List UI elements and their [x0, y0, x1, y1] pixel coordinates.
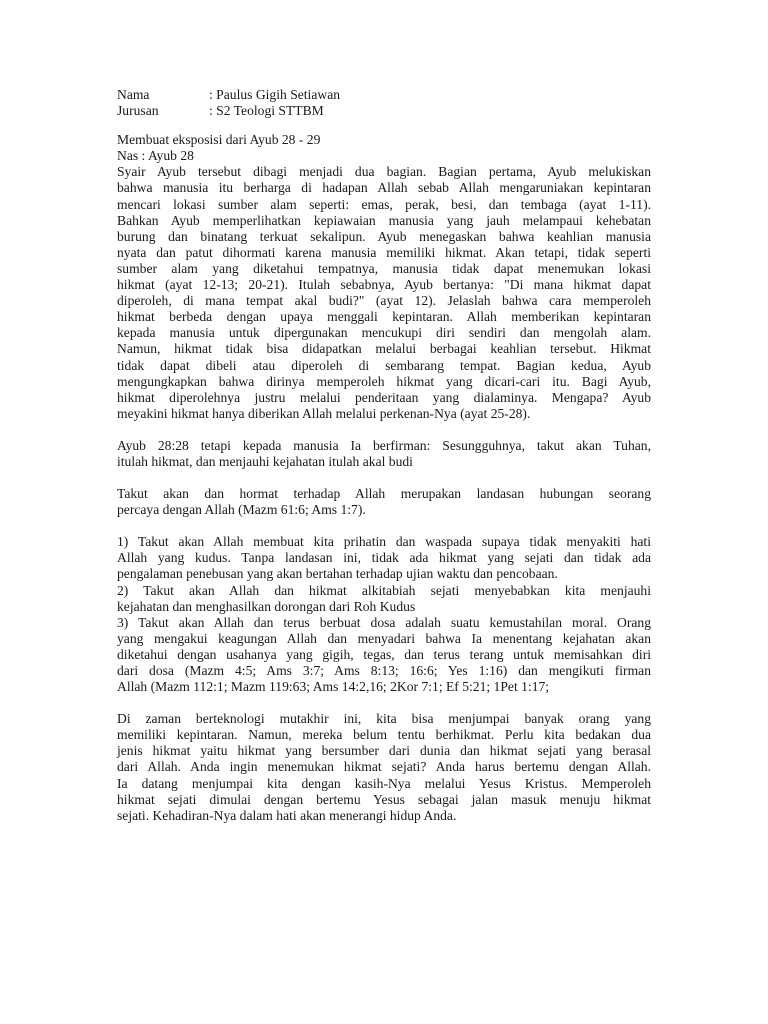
paragraph-line: diketahui dengan usahanya yang gigih, tegas, dan terus terang untuk memisahkan diri [117, 646, 651, 662]
paragraph-4 [117, 534, 651, 695]
paragraph-line: hikmat sejati dimulai dengan bertemu Yesus sebagai jalan masuk menuju hikmat [117, 791, 651, 807]
paragraph-line: dari dosa (Mazm 4:5; Ams 3:7; Ams 8:13; 16:6; Yes 1:16) dan mengikuti firman [117, 663, 651, 678]
document-page [117, 87, 651, 824]
paragraph-line: nyata dan patut dihormati karena manusia memiliki hikmat. Akan tetapi, tidak seperti [117, 244, 651, 260]
paragraph-line: hikmat diperolehnya justru melalui penderitaan yang dialaminya. Mengapa? Ayub [117, 389, 651, 405]
paragraph-line: kejahatan dan menghasilkan dorongan dari Roh Kudus [117, 598, 416, 614]
paragraph-line: Ia datang menjumpai kita dengan kasih-Nya melalui Yesus Kristus. Memperoleh [117, 775, 651, 791]
name-row [117, 87, 651, 103]
paragraph-line: jenis hikmat yaitu hikmat yang bersumber dari dunia dan hikmat sejati yang berasal [117, 743, 651, 759]
name-label: Nama [117, 87, 150, 102]
nas-reference: Nas : Ayub 28 [117, 148, 194, 164]
paragraph-line: Syair Ayub tersebut dibagi menjadi dua bagian. Bagian pertama, Ayub melukiskan [117, 164, 651, 180]
paragraph-line: itulah hikmat, dan menjauhi kejahatan itulah akal budi [117, 453, 413, 469]
paragraph-3 [117, 486, 651, 518]
paragraph-line: yang mengakui keagungan Allah dan menyadari bahwa Ia menentang kejahatan akan [117, 630, 651, 646]
major-value: : S2 Teologi STTBM [209, 103, 324, 119]
paragraph-line: dari Allah. Anda ingin menemukan hikmat sejati? Anda harus bertemu dengan Allah. [117, 759, 651, 775]
paragraph-line: sejati. Kehadiran-Nya dalam hati akan menerangi hidup Anda. [117, 807, 457, 823]
paragraph-line: Takut akan dan hormat terhadap Allah merupakan landasan hubungan seorang [117, 486, 651, 502]
paragraph-line: bahwa manusia itu berharga di hadapan Allah sebab Allah mengaruniakan kepintaran [117, 180, 651, 196]
paragraph-line: Allah (Mazm 112:1; Mazm 119:63; Ams 14:2,16; 2Kor 7:1; Ef 5:21; 1Pet 1:17; [117, 679, 550, 695]
paragraph-line: Namun, hikmat tidak bisa didapatkan melalui berbagai keahlian tersebut. Hikmat [117, 341, 651, 357]
paragraph-line: meyakini hikmat hanya diberikan Allah melalui perkenan-Nya (ayat 25-28). [117, 405, 531, 421]
paragraph-line: 3) Takut akan Allah dan terus berbuat dosa adalah suatu kemustahilan moral. Orang [117, 614, 651, 630]
paragraph-line: percaya dengan Allah (Mazm 61:6; Ams 1:7). [117, 502, 366, 518]
paragraph-line: memiliki kepintaran. Namun, mereka belum tentu berhikmat. Perlu kita bedakan dua [117, 727, 651, 743]
paragraph-line: Di zaman berteknologi mutakhir ini, kita bisa menjumpai banyak orang yang [117, 711, 651, 727]
major-label: Jurusan [117, 103, 159, 119]
paragraph-line: Bahkan Ayub memperlihatkan kepiawaian manusia yang jauh melampaui kehebatan [117, 212, 651, 228]
paragraph-line: 2) Takut akan Allah dan hikmat alkitabiah sejati menyebabkan kita menjauhi [117, 582, 651, 598]
paragraph-line: kepada manusia untuk dipergunakan mencukupi diri sendiri dan mengolah alam. [117, 325, 651, 341]
paragraph-line: diperoleh, di mana tempat akal budi?" (ayat 12). Jelaslah bahwa cara memperoleh [117, 293, 651, 309]
document-title: Membuat eksposisi dari Ayub 28 - 29 [117, 132, 321, 148]
paragraph-line: Ayub 28:28 tetapi kepada manusia Ia berfirman: Sesungguhnya, takut akan Tuhan, [117, 437, 651, 453]
paragraph-line: mencari lokasi sumber alam seperti: emas, perak, besi, dan tembaga (ayat 1-11). [117, 196, 651, 212]
name-value: : Paulus Gigih Setiawan [209, 87, 341, 102]
paragraph-5 [117, 711, 651, 824]
paragraph-line: mengungkapkan bahwa dirinya memperoleh hikmat yang dicari-cari itu. Bagi Ayub, [117, 373, 651, 389]
paragraph-line: hikmat (ayat 12-13; 20-21). Itulah sebabnya, Ayub bertanya: "Di mana hikmat dapat [117, 277, 651, 293]
paragraph-line: burung dan binatang terkuat sekalipun. Ayub menegaskan bahwa keahlian manusia [117, 228, 651, 244]
paragraph-line: hikmat berbeda dengan upaya menggali kepintaran. Allah memberikan kepintaran [117, 309, 651, 325]
major-row [117, 103, 651, 119]
paragraph-line: pengalaman penebusan yang akan bertahan terhadap ujian waktu dan pencobaan. [117, 566, 558, 582]
paragraph-line: tidak dapat dibeli atau diperoleh di sembarang tempat. Bagian kedua, Ayub [117, 357, 651, 373]
paragraph-line: Allah yang kudus. Tanpa landasan ini, tidak ada hikmat yang sejati dan tidak ada [117, 550, 651, 566]
paragraph-line: 1) Takut akan Allah membuat kita prihatin dan waspada supaya tidak menyakiti hati [117, 534, 651, 550]
paragraph-2 [117, 438, 651, 470]
paragraph-1 [117, 164, 651, 422]
paragraph-line: sumber alam yang diketahui tempatnya, manusia tidak dapat menemukan lokasi [117, 260, 651, 276]
